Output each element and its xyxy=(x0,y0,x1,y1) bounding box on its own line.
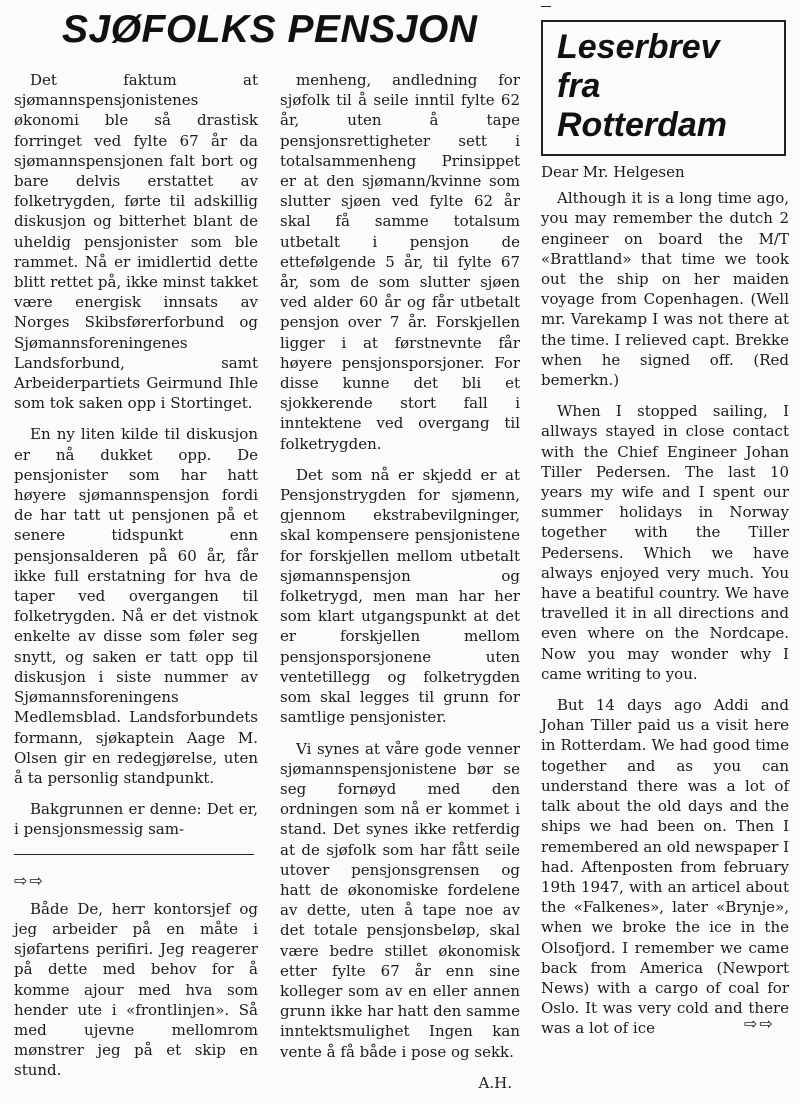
letter-title-box xyxy=(541,20,786,156)
letter-title: Leserbrev fra Rotterdam xyxy=(557,28,728,144)
article-paragraph: Det faktum at sjømannspensjonistenes økonomi ble så drastisk forringet ved fylte 67 år da sjømannspensjonen falt bort og bare delvis erstattet av folketrygden, førte til adskillig diskusjon og bitterhet blant de uheldig pensjonister som ble rammet. Nå er imidlertid dette blitt rettet på, ikke minst takket være energisk innsats av Norges Skibsførerforbund og Sjømannsforeningenes Landsforbund, samt Arbeiderpartiets Geirmund Ihle som tok saken opp i Stortinget. xyxy=(14,71,258,413)
article-paragraph: menheng, andledning for sjøfolk til å seile inntil fylte 62 år, uten å tape pensjonsrettigheter sett i totalsammenheng Prinsippet er at den sjømann/kvinne som slutter sjøen ved fylte 62 år skal få samme totalsum utbetalt i pensjon de ettefølgende 5 år, til fylte 67 år, som de som slutter sjøen ved alder 60 år og får utbetalt pensjon over 7 år. Forskjellen ligger i at førstnevnte får høyere pensjonsporsjoner. For disse kunne det bli et sjokkerende stort fall i inntektene ved overgang til folketrygden. xyxy=(280,71,520,453)
article-column-1 xyxy=(14,70,258,1092)
article-signature: A.H. xyxy=(478,1073,512,1092)
letter-greeting: Dear Mr. Helgesen xyxy=(541,163,685,181)
letter-column xyxy=(541,162,789,1050)
article-paragraph: Både De, herr kontorsjef og jeg arbeider på en måte i sjøfartens perifiri. Jeg reagerer på dette med behov for å komme ajour med hva som hender ute i «frontlinjen». Så med ujevne mellomrom mønstrer jeg på et skip en stund. xyxy=(14,899,258,1080)
article-paragraph: Vi synes at våre gode venner sjømannspensjonistene bør se seg fornøyd med den ordningen som nå er kommet i stand. Det synes ikke retferdig at de sjøfolk som har fått seile utover pensjonsgrensen og hatt de økonomiske fordelene av dette, uten å tape noe av det totale pensjonsbeløp, skal være bedre stillet økonomisk etter fylte 67 år enn sine kolleger som av en eller annen grunn ikke har hatt den samme inntektsmulighet Ingen kan vente å få både i pose og sekk. xyxy=(280,739,520,1061)
letter-paragraph: But 14 days ago Addi and Johan Tiller paid us a visit here in Rotterdam. We had good time together and as you can understand there was a lot of talk about the old days and the ships we had been on. Then I remembered an old newspaper I had. Aftenposten from february 19th 1947, with an articel about the «Falkenes», later «Brynje», when we broke the ice in the Olsofjord. I remember we came back from America (Newport News) with a cargo of coal for Oslo. It was very cold and there was a lot of ice xyxy=(541,696,789,1038)
article-paragraph: En ny liten kilde til diskusjon er nå dukket opp. De pensjonister som har hatt høyere sjømannspensjon fordi de har tatt ut pensjonen på et senere tidspunkt enn pensjonsalderen på 60 år, får ikke full erstatning for hva de taper ved overgangen til folketrygden. Nå er det vistnok enkelte av disse som føler seg snytt, og saken er tatt opp til diskusjon i siste nummer av Sjømannsforeningens Medlemsblad. Landsforbundets formann, sjøkaptein Aage M. Olsen gir en redegjørelse, uten å ta personlig standpunkt. xyxy=(14,425,258,787)
article-paragraph: Bakgrunnen er denne: Det er, i pensjonsmessig sam- xyxy=(14,800,258,839)
letter-paragraph: Although it is a long time ago, you may remember the dutch 2 engineer on board the M/T «Brattland» that time we took out the ship on her maiden voyage from Copenhagen. (Well mr. Varekamp I was not there at the time. I relieved capt. Brekke when he signed off. (Red bemerkn.) xyxy=(541,189,789,390)
continue-arrows-icon: ⇨⇨ xyxy=(14,870,45,890)
article-headline: SJØFOLKS PENSJON xyxy=(62,8,478,51)
continue-arrows-icon: ⇨⇨ xyxy=(744,1014,775,1033)
article-paragraph: Det som nå er skjedd er at Pensjonstrygden for sjømenn, gjennom ekstrabevilgninger, skal kompensere pensjonistene for forskjellen mellom utbetalt sjømannspensjon og folketrygd, men man har her som klart utgangspunkt at det er forskjellen mellom pensjonsporsjonene uten ventetillegg og folketrygden som skal legges til grunn for samtlige pensjonister. xyxy=(280,465,520,727)
column-divider xyxy=(14,854,254,855)
letter-paragraph: When I stopped sailing, I allways stayed in close contact with the Chief Engineer Johan Tiller Pedersen. The last 10 years my wife and I spent our summer holidays in Norway together with the Tiller Pedersens. Which we have always enjoyed very much. You have a beatiful country. We have travelled it in all directions and even where on the Nordcape. Now you may wonder why I came writing to you. xyxy=(541,402,789,683)
article-column-2 xyxy=(280,70,520,1104)
corner-mark xyxy=(541,6,551,7)
